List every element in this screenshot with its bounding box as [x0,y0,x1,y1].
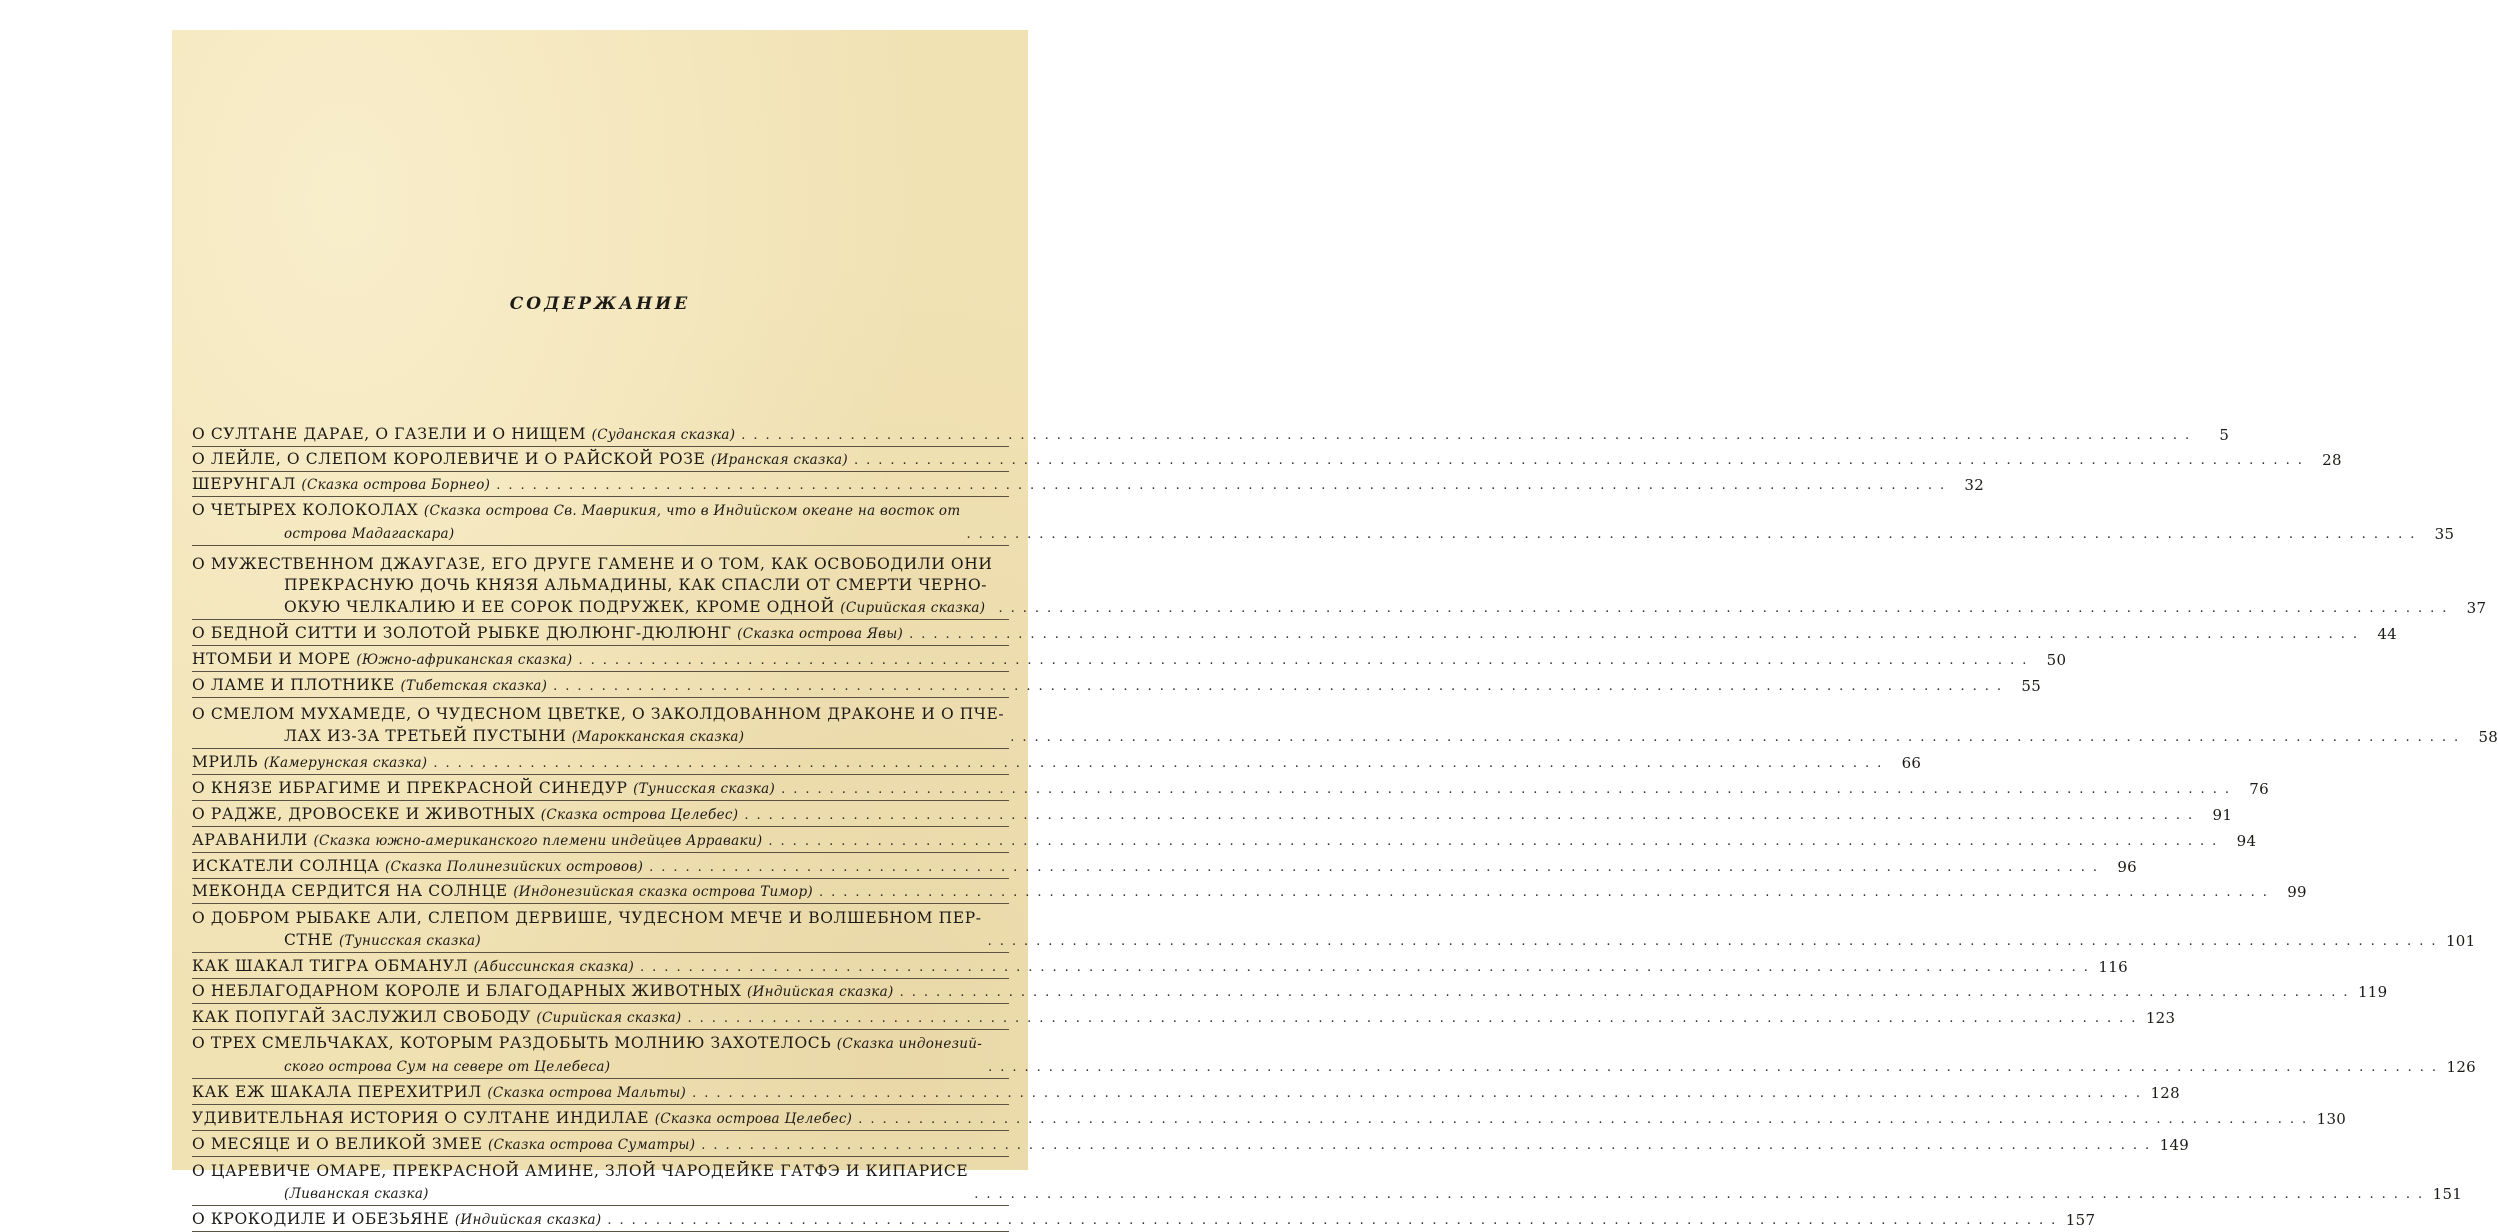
toc-entry-line [192,1082,686,1105]
toc-entry-text [192,1007,681,1030]
toc-entry-line [192,575,992,597]
page-number: 157 [2065,1210,2096,1229]
toc-entry-text [192,1108,852,1131]
story-title: О СУЛТАНЕ ДАРАЕ, О ГАЗЕЛИ И О НИЩЕМ [192,424,587,443]
toc-entry-line [192,1007,681,1030]
page-number: 101 [2445,931,2476,950]
story-title: О ЧЕТЫРЕХ КОЛОКОЛАХ [192,501,419,519]
story-origin: (Сказка острова Целебес) [654,1110,853,1127]
toc-entry [192,1004,2176,1030]
story-origin: (Тунисская сказка) [338,932,481,949]
page-number: 35 [2434,524,2455,543]
story-origin: (Индонезийская сказка острова Тимор) [513,883,813,900]
toc-entry [192,775,2269,801]
toc-entry-line [192,930,982,953]
toc-entry-line [192,597,992,620]
page-number: 32 [1964,475,1985,494]
toc-entry-text [192,449,848,472]
toc-entry-line [192,623,903,646]
story-origin: (Сирийская сказка) [536,1009,682,1026]
toc-entry-text [192,474,490,497]
toc-entry [192,979,2388,1004]
story-title: О РАДЖЕ, ДРОВОСЕКЕ И ЖИВОТНЫХ [192,804,536,823]
story-origin: (Сирийская сказка) [840,599,986,616]
story-origin: (Сказка острова Борнео) [301,476,491,493]
dot-leader: ........................................................................................................................ [974,1186,2431,1202]
toc-entry-line [192,908,982,930]
story-title: КАК ПОПУГАЙ ЗАСЛУЖИЛ СВОБОДУ [192,1007,531,1026]
toc-entry-text [192,956,634,979]
dot-leader: ........................................................................................................................ [607,1212,2064,1228]
toc-entry [192,1157,2463,1206]
dot-leader: ........................................................................................................................ [649,859,2106,875]
toc-entry-text [192,981,894,1004]
story-title: О МУЖЕСТВЕННОМ ДЖАУГАЗЕ, ЕГО ДРУГЕ ГАМЕНЕ И О ТОМ, КАК ОСВОБОДИЛИ ОНИ [192,554,993,573]
toc-entry-line [192,830,762,853]
toc-entry [192,620,2397,646]
dot-leader: ........................................................................................................................ [701,1137,2158,1153]
story-origin: ского острова Сум на севере от Целебеса) [284,1058,611,1075]
story-title: ОКУЮ ЧЕЛКАЛИЮ И ЕЕ СОРОК ПОДРУЖЕК, КРОМЕ ОДНОЙ [284,597,835,616]
story-title: КАК ШАКАЛ ТИГРА ОБМАНУЛ [192,956,469,975]
toc-entry [192,447,2342,472]
story-origin: (Тибетская сказка) [400,677,548,694]
story-title: О БЕДНОЙ СИТТИ И ЗОЛОТОЙ РЫБКЕ ДЮЛЮНГ-ДЮЛЮНГ [192,623,732,642]
toc-entry-text [192,830,762,853]
toc-entry-text [192,752,427,775]
story-origin: (Сказка южно-американского племени индейцев Арраваки) [313,832,763,849]
toc-entry [192,1030,2477,1079]
dot-leader: ........................................................................................................................ [909,626,2365,642]
toc-entry-line [192,1161,968,1183]
table-of-contents [192,418,2498,1232]
toc-entry-line [192,1134,695,1157]
toc-entry-text [192,778,775,801]
toc-entry-line [192,554,992,576]
dot-leader: ........................................................................................................................ [781,781,2237,797]
toc-entry [192,1105,2347,1131]
toc-entry-line [192,704,1004,726]
page-number: 76 [2249,779,2269,798]
page-number: 50 [2046,650,2067,669]
story-origin: (Камерунская сказка) [263,754,428,771]
page-number: 116 [2098,957,2128,976]
toc-entry [192,418,2230,447]
toc-entry-line [192,726,1004,749]
toc-entry-line [192,1056,982,1079]
page-number: 128 [2150,1083,2180,1102]
toc-entry-line [192,474,490,497]
dot-leader: ........................................................................................................................ [692,1085,2148,1101]
story-title: О СМЕЛОМ МУХАМЕДЕ, О ЧУДЕСНОМ ЦВЕТКЕ, О ЗАКОЛДОВАННОМ ДРАКОНЕ И О ПЧЕ- [192,705,1005,723]
toc-entry [192,801,2233,827]
dot-leader: ........................................................................................................................ [553,678,2010,694]
toc-entry [192,827,2257,853]
toc-entry-line [192,1183,968,1206]
story-title: ПРЕКРАСНУЮ ДОЧЬ КНЯЗЯ АЛЬМАДИНЫ, КАК СПАСЛИ ОТ СМЕРТИ ЧЕРНО- [284,576,988,594]
toc-entry [192,749,1922,775]
toc-entry-line [192,649,572,672]
toc-entry-text [192,554,992,620]
page-number: 119 [2357,982,2388,1001]
story-origin: (Сказка острова Явы) [737,625,904,642]
story-title: О МЕСЯЦЕ И О ВЕЛИКОЙ ЗМЕЕ [192,1134,483,1153]
page-number: 91 [2212,805,2233,824]
toc-entry [192,1079,2180,1105]
story-origin: (Сказка острова Мальты) [487,1084,687,1101]
story-title: КАК ЕЖ ШАКАЛА ПЕРЕХИТРИЛ [192,1082,482,1101]
toc-entry [192,904,2476,953]
story-origin: (Южно-африканская сказка) [356,651,573,668]
story-origin: (Сказка острова Св. Маврикия, что в Индийском океане на восток от [423,503,961,519]
toc-entry [192,472,1985,497]
story-title: О ЛЕЙЛЕ, О СЛЕПОМ КОРОЛЕВИЧЕ И О РАЙСКОЙ РОЗЕ [192,449,706,468]
dot-leader: ........................................................................................................................ [858,1111,2315,1127]
story-title: УДИВИТЕЛЬНАЯ ИСТОРИЯ О СУЛТАНЕ ИНДИЛАЕ [192,1108,650,1127]
dot-leader: ........................................................................................................................ [741,427,2198,443]
story-title: О КНЯЗЕ ИБРАГИМЕ И ПРЕКРАСНОЙ СИНЕДУР [192,778,628,797]
toc-entry-text [192,1209,601,1232]
page-number: 55 [2021,676,2042,695]
story-origin: (Марокканская сказка) [571,728,745,745]
toc-entry-text [192,1134,695,1157]
toc-entry-text [192,856,643,879]
dot-leader: ........................................................................................................................ [744,807,2201,823]
page-number: 44 [2377,624,2397,643]
toc-entry-line [192,1209,601,1232]
toc-entry-text [192,675,547,698]
dot-leader: ........................................................................................................................ [818,884,2275,900]
story-title: АРАВАНИЛИ [192,830,308,849]
toc-entry-line [192,500,960,523]
toc-entry [192,646,2067,672]
story-title: О КРОКОДИЛЕ И ОБЕЗЬЯНЕ [192,1209,450,1228]
dot-leader: ........................................................................................................................ [768,833,2225,849]
page-number: 37 [2466,598,2487,617]
toc-entry-text [192,804,738,827]
page-number: 96 [2117,857,2138,876]
dot-leader: ........................................................................................................................ [1010,729,2467,745]
toc-entry [192,698,2498,749]
story-origin: (Сказка острова Целебес) [540,806,739,823]
page-number: 151 [2432,1184,2463,1203]
page-title: СОДЕРЖАНИЕ [509,294,691,314]
toc-entry [192,1131,2190,1157]
story-title: О ЛАМЕ И ПЛОТНИКЕ [192,675,395,694]
story-title: О ЦАРЕВИЧЕ ОМАРЕ, ПРЕКРАСНОЙ АМИНЕ, ЗЛОЙ ЧАРОДЕЙКЕ ГАТФЭ И КИПАРИСЕ [192,1162,969,1180]
story-origin: (Тунисская сказка) [633,780,776,797]
toc-entry [192,497,2455,546]
page-number: 66 [1901,753,1922,772]
toc-entry-line [192,804,738,827]
story-title: О ТРЕХ СМЕЛЬЧАКАХ, КОТОРЫМ РАЗДОБЫТЬ МОЛНИЮ ЗАХОТЕЛОСЬ [192,1034,832,1052]
story-origin: (Ливанская сказка) [284,1185,429,1202]
toc-entry-line [192,856,643,879]
toc-entry-line [192,881,813,904]
story-title: ШЕРУНГАЛ [192,474,296,493]
page-number: 123 [2145,1008,2176,1027]
toc-entry-text [192,500,960,545]
toc-entry-text [192,649,572,672]
toc-entry-line [192,981,894,1004]
book-page [172,30,2498,1229]
toc-entry-line [192,778,775,801]
story-origin: острова Мадагаскара) [284,525,455,542]
page-number: 5 [2219,425,2230,444]
toc-entry-text [192,1161,968,1205]
story-title: ИСКАТЕЛИ СОЛНЦА [192,856,380,875]
toc-entry-text [192,881,813,904]
story-title: МРИЛЬ [192,752,259,771]
toc-entry [192,879,2307,904]
toc-entry-line [192,424,735,447]
toc-entry-line [192,752,427,775]
story-title: СТНЕ [284,930,334,949]
dot-leader: ........................................................................................................................ [987,933,2444,949]
dot-leader: ........................................................................................................................ [966,526,2423,542]
toc-entry-text [192,623,903,646]
toc-entry-text [192,424,735,447]
story-origin: (Сказка индонезий- [836,1036,983,1052]
story-title: ЛАХ ИЗ-ЗА ТРЕТЬЕЙ ПУСТЫНИ [284,726,567,745]
toc-entry-text [192,704,1004,748]
page-number: 94 [2236,831,2257,850]
dot-leader: ........................................................................................................................ [496,477,1953,493]
story-origin: (Индийская сказка) [746,983,894,1000]
toc-entry [192,672,2042,698]
page-number: 58 [2478,727,2498,746]
story-title: О ДОБРОМ РЫБАКЕ АЛИ, СЛЕПОМ ДЕРВИШЕ, ЧУДЕСНОМ МЕЧЕ И ВОЛШЕБНОМ ПЕР- [192,909,982,927]
dot-leader: ........................................................................................................................ [998,600,2455,616]
dot-leader: ........................................................................................................................ [687,1010,2144,1026]
toc-entry-text [192,1082,686,1105]
toc-entry [192,953,2128,979]
toc-entry-text [192,908,982,952]
dot-leader: ........................................................................................................................ [853,452,2310,468]
toc-entry [192,546,2487,620]
story-origin: (Абиссинская сказка) [473,958,635,975]
page-number: 28 [2322,450,2342,469]
page-number: 126 [2446,1057,2477,1076]
story-title: МЕКОНДА СЕРДИТСЯ НА СОЛНЦЕ [192,881,508,900]
story-origin: (Иранская сказка) [710,451,848,468]
dot-leader: ........................................................................................................................ [899,984,2356,1000]
dot-leader: ........................................................................................................................ [988,1059,2445,1075]
story-origin: (Сказка острова Суматры) [488,1136,696,1153]
story-origin: (Сказка Полинезийских островов) [384,858,644,875]
toc-entry-text [192,1033,982,1078]
dot-leader: ........................................................................................................................ [640,959,2096,975]
toc-entry-line [192,1033,982,1056]
story-title: НТОМБИ И МОРЕ [192,649,351,668]
toc-entry-line [192,449,848,472]
toc-entry-line [192,675,547,698]
page-number: 130 [2316,1109,2347,1128]
toc-entry [192,1206,2096,1232]
story-origin: (Индийская сказка) [454,1211,602,1228]
story-title: О НЕБЛАГОДАРНОМ КОРОЛЕ И БЛАГОДАРНЫХ ЖИВОТНЫХ [192,981,742,1000]
dot-leader: ........................................................................................................................ [578,652,2035,668]
toc-entry-line [192,1108,852,1131]
page-number: 99 [2287,882,2307,901]
toc-entry-line [192,523,960,546]
toc-entry-line [192,956,634,979]
toc-entry [192,853,2138,879]
story-origin: (Суданская сказка) [591,426,736,443]
dot-leader: ........................................................................................................................ [433,755,1890,771]
page-number: 149 [2159,1135,2190,1154]
